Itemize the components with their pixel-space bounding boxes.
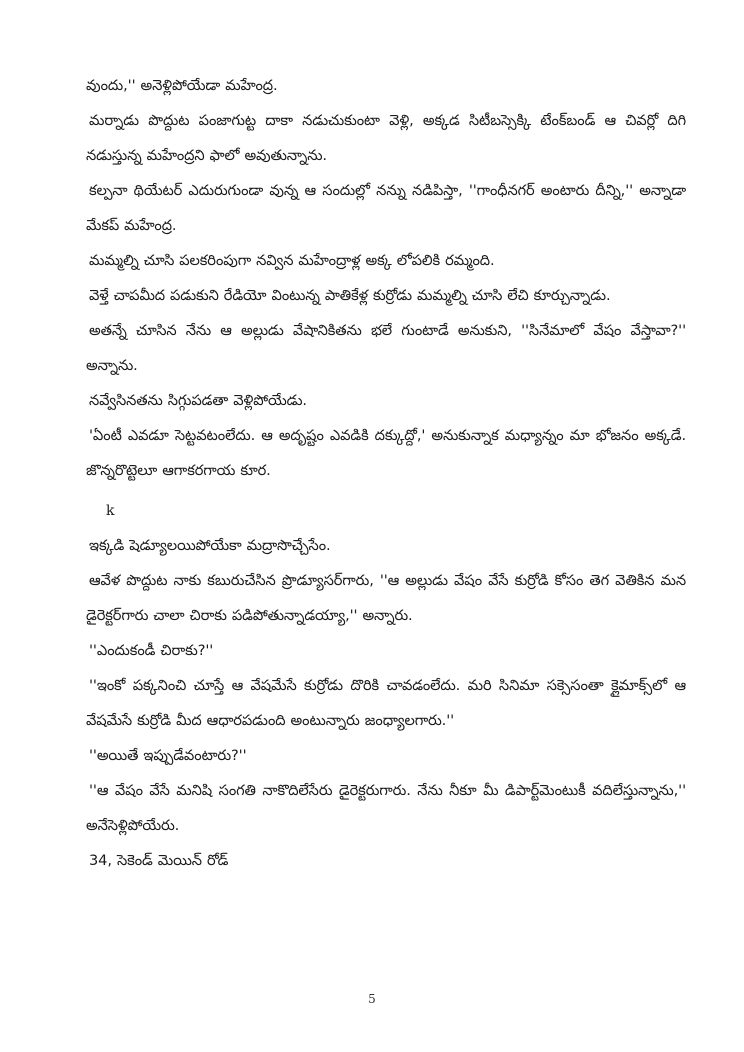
paragraph-3: కల్పనా థియేటర్ ఎదురుగుండా వున్న ఆ సందుల్లో నన్ను నడిపిస్తా, ''గాంధీనగర్ అంటారు దీన్ని,'' అన్నాడా మేకప్ మహేంద్ర. — [86, 182, 686, 234]
paragraph-10: ఆవేళ పొద్దుట నాకు కబురుచేసిన ప్రొడ్యూసర్‌గారు, ''ఆ అల్లుడు వేషం వేసే కుర్రోడి కోసం తెగ వెతికిన మన డైరెక్టర్‌గారు చాలా చిరాకు పడిపోతున్నాడయ్యా,'' అన్నారు. — [86, 572, 686, 624]
page-number: 5 — [368, 992, 376, 1006]
paragraph-8: 'ఏంటీ ఎవడూ సెట్టవటంలేదు. ఆ అదృష్టం ఎవడికి దక్కుద్దో,' అనుకున్నాక మధ్యాన్నం మా భోజనం అక్కడే. జొన్నరొట్టెలూ ఆగాకరగాయ కూర. — [86, 427, 686, 479]
paragraph-9: ఇక్కడి షెడ్యూలయిపోయేకా మద్రాసొచ్చేసేం. — [89, 537, 331, 554]
paragraph-12: ''ఇంకో పక్కనించి చూస్తే ఆ వేషమేసే కుర్రోడు దొరికి చావడంలేదు. మరి సినిమా సక్సెసంతా క్లైమాక్స్‌లో ఆ వేషమేసే కుర్రోడి మీద ఆధారపడుంది అంటున్నారు జంధ్యాలగారు.'' — [86, 677, 686, 729]
paragraph-4: మమ్మల్ని చూసి పలకరింపుగా నవ్విన మహేంద్రాళ్ల అక్క లోపలికి రమ్మంది. — [89, 252, 495, 269]
section-heading: 34, సెకెండ్ మెయిన్ రోడ్ — [89, 852, 229, 869]
paragraph-7: నవ్వేసినతను సిగ్గుపడతా వెళ్లిపోయేడు. — [89, 392, 307, 409]
section-separator: k — [106, 503, 115, 519]
paragraph-6: అతన్నే చూసిన నేను ఆ అల్లుడు వేషానికితను భలే గుంటాడే అనుకుని, ''సినేమాలో వేషం వేస్తావా?'' అన్నాను. — [86, 322, 686, 374]
paragraph-2: మర్నాడు పొద్దుట పంజాగుట్ట దాకా నడుచుకుంటా వెళ్లి, అక్కడ సిటీబస్సెక్కి టేంక్‌బండ్ ఆ చివర్లో దిగి నడుస్తున్న మహేంద్రని ఫాలో అవుతున్నాను. — [86, 112, 686, 164]
paragraph-1: వుందు,'' అనెళ్లిపోయేడా మహేంద్ర. — [86, 77, 278, 94]
paragraph-13: ''అయితే ఇప్పుడేవంటారు?'' — [89, 747, 247, 764]
paragraph-5: వెళ్తే చాపమీద పడుకుని రేడియో వింటున్న పాతికేళ్ల కుర్రోడు మమ్మల్ని చూసి లేచి కూర్చున్నాడు. — [89, 287, 611, 304]
paragraph-14: ''ఆ వేషం వేసే మనిషి సంగతి నాకొదిలేసేరు డైరెక్టరుగారు. నేను నీకూ మీ డిపార్ట్‌మెంటుకీ వదిలేస్తున్నాను,'' అనేసెళ్లిపోయేరు. — [86, 782, 686, 834]
document-page — [86, 68, 686, 878]
paragraph-11: ''ఎందుకండీ చిరాకు?'' — [89, 642, 214, 659]
